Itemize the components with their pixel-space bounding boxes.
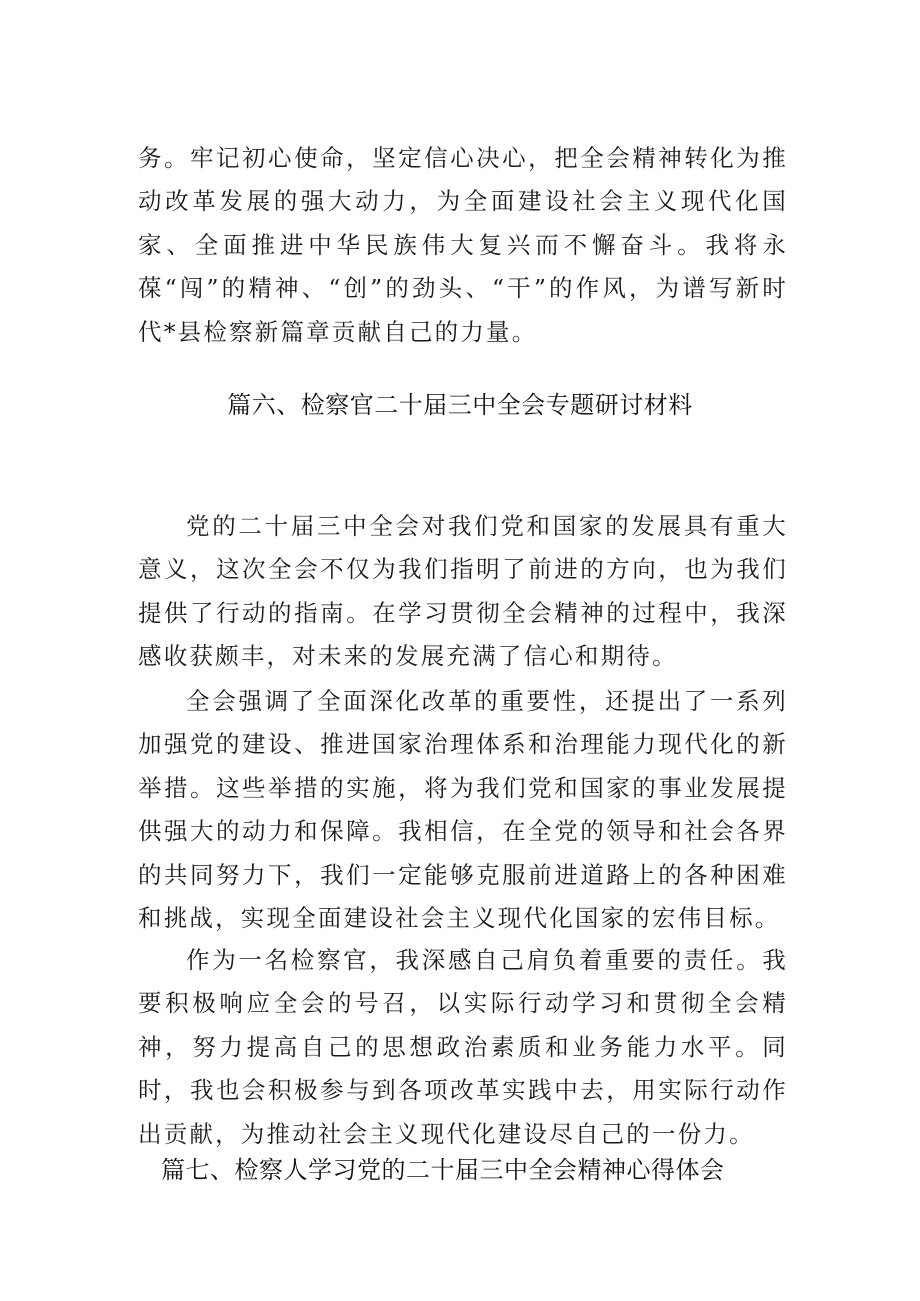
body-paragraph-continuation: 务。牢记初心使命，坚定信心决心，把全会精神转化为推动改革发展的强大动力，为全面建设社会主义现代化国家、全面推进中华民族伟大复兴而不懈奋斗。我将永葆“闯”的精神、“创”的劲头、“干”的作风，为谱写新时代*县检察新篇章贡献自己的力量。: [138, 143, 788, 346]
body-paragraph: 全会强调了全面深化改革的重要性，还提出了一系列加强党的建设、推进国家治理体系和治理能力现代化的新举措。这些举措的实施，将为我们党和国家的事业发展提供强大的动力和保障。我相信，在全党的领导和社会各界的共同努力下，我们一定能够克服前进道路上的各种困难和挑战，实现全面建设社会主义现代化国家的宏伟目标。: [138, 686, 788, 932]
body-paragraph: 党的二十届三中全会对我们党和国家的发展具有重大意义，这次全会不仅为我们指明了前进的方向，也为我们提供了行动的指南。在学习贯彻全会精神的过程中，我深感收获颇丰，对未来的发展充满了信心和期待。: [138, 511, 788, 670]
section-heading-7: 篇七、检察人学习党的二十届三中全会精神心得体会: [161, 1156, 725, 1184]
body-paragraph: 作为一名检察官，我深感自己肩负着重要的责任。我要积极响应全会的号召，以实际行动学习和贯彻全会精神，努力提高自己的思想政治素质和业务能力水平。同时，我也会积极参与到各项改革实践中去，用实际行动作出贡献，为推动社会主义现代化建设尽自己的一份力。: [138, 945, 788, 1148]
section-heading-6: 篇六、检察官二十届三中全会专题研讨材料: [227, 391, 693, 419]
